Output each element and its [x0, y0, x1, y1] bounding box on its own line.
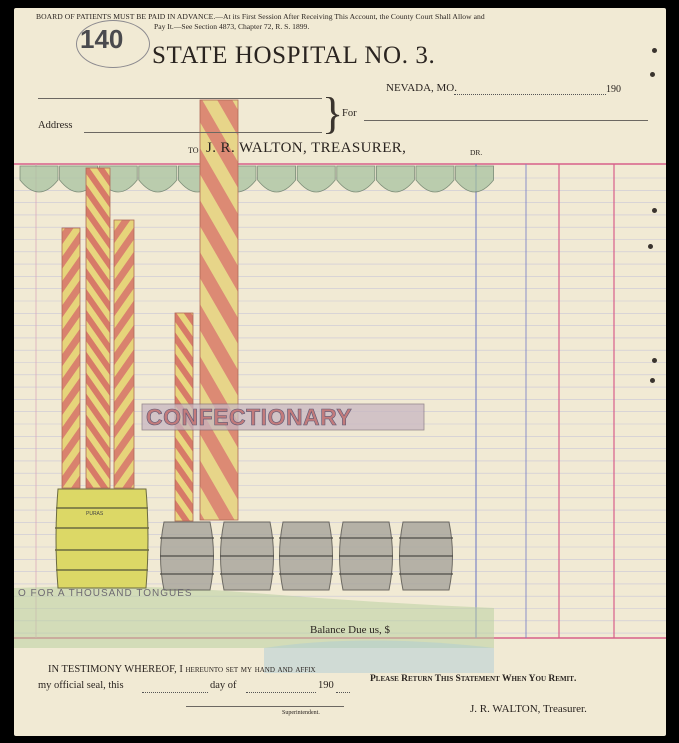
treasurer-heading: J. R. WALTON, TREASURER, [206, 140, 407, 156]
payment-notice-line1: BOARD OF PATIENTS MUST BE PAID IN ADVANCE.—At its First Session After Receiving This Account, the County Court Shall Allow and [36, 12, 485, 21]
confectionary-sign-text: CONFECTIONARY [146, 404, 353, 430]
year-line[interactable] [336, 692, 350, 693]
striped-pole [114, 220, 134, 488]
address-line[interactable] [84, 132, 322, 133]
yellow-keg [55, 489, 149, 588]
punch-hole [650, 378, 655, 383]
testimony-seal-label: my official seal, this [38, 680, 124, 691]
barrel [339, 522, 393, 590]
day-line[interactable] [142, 692, 208, 693]
punch-hole [652, 358, 657, 363]
brace-glyph: } [322, 89, 344, 138]
page-title: STATE HOSPITAL NO. 3. [152, 42, 436, 69]
for-label: For [342, 108, 357, 119]
testimony-line1: IN TESTIMONY WHEREOF, I hereunto set my hand and affix [48, 664, 316, 675]
date-line [454, 94, 606, 95]
striped-pole [200, 100, 238, 520]
canopy-scallop [297, 166, 335, 192]
keg-label: PURAS [86, 511, 104, 517]
barrel [279, 522, 333, 590]
barrel [160, 522, 214, 590]
striped-pole [62, 228, 80, 488]
treasurer-signature: J. R. WALTON, Treasurer. [470, 703, 587, 715]
location-label: NEVADA, MO. [386, 82, 457, 94]
punch-hole [652, 208, 657, 213]
striped-pole [86, 168, 110, 488]
punch-hole [652, 48, 657, 53]
canopy-scallop [258, 166, 296, 192]
testimony-year: 190 [318, 680, 334, 691]
superintendent-signature-line[interactable] [186, 706, 344, 707]
canopy-scallop [20, 166, 58, 192]
remit-notice: Please Return This Statement When You Remit. [370, 674, 577, 684]
balance-due-label: Balance Due us, $ [310, 624, 391, 636]
dr-label: DR. [470, 148, 483, 157]
name-line [38, 98, 322, 99]
account-number: 140 [80, 24, 124, 54]
drawing-caption: O FOR A THOUSAND TONGUES [18, 588, 193, 599]
to-label: TO [188, 146, 199, 155]
month-line[interactable] [246, 692, 316, 693]
day-of-label: day of [210, 680, 237, 691]
canopy-scallop [376, 166, 414, 192]
ledger-sheet [14, 8, 666, 736]
canopy-scallop [139, 166, 177, 192]
for-line[interactable] [364, 120, 648, 121]
barrel-row [160, 522, 453, 590]
address-label: Address [38, 120, 73, 131]
year-prefix: 190 [606, 84, 621, 95]
payment-notice-line2: Pay It.—See Section 4873, Chapter 72, R. S. 1899. [154, 22, 310, 31]
canopy-scallop [337, 166, 375, 192]
superintendent-label: Superintendent. [282, 710, 320, 716]
canopy-scallop [456, 166, 494, 192]
punch-hole [650, 72, 655, 77]
punch-hole [648, 244, 653, 249]
barrel [399, 522, 453, 590]
canopy-scallop [416, 166, 454, 192]
barrel [220, 522, 274, 590]
